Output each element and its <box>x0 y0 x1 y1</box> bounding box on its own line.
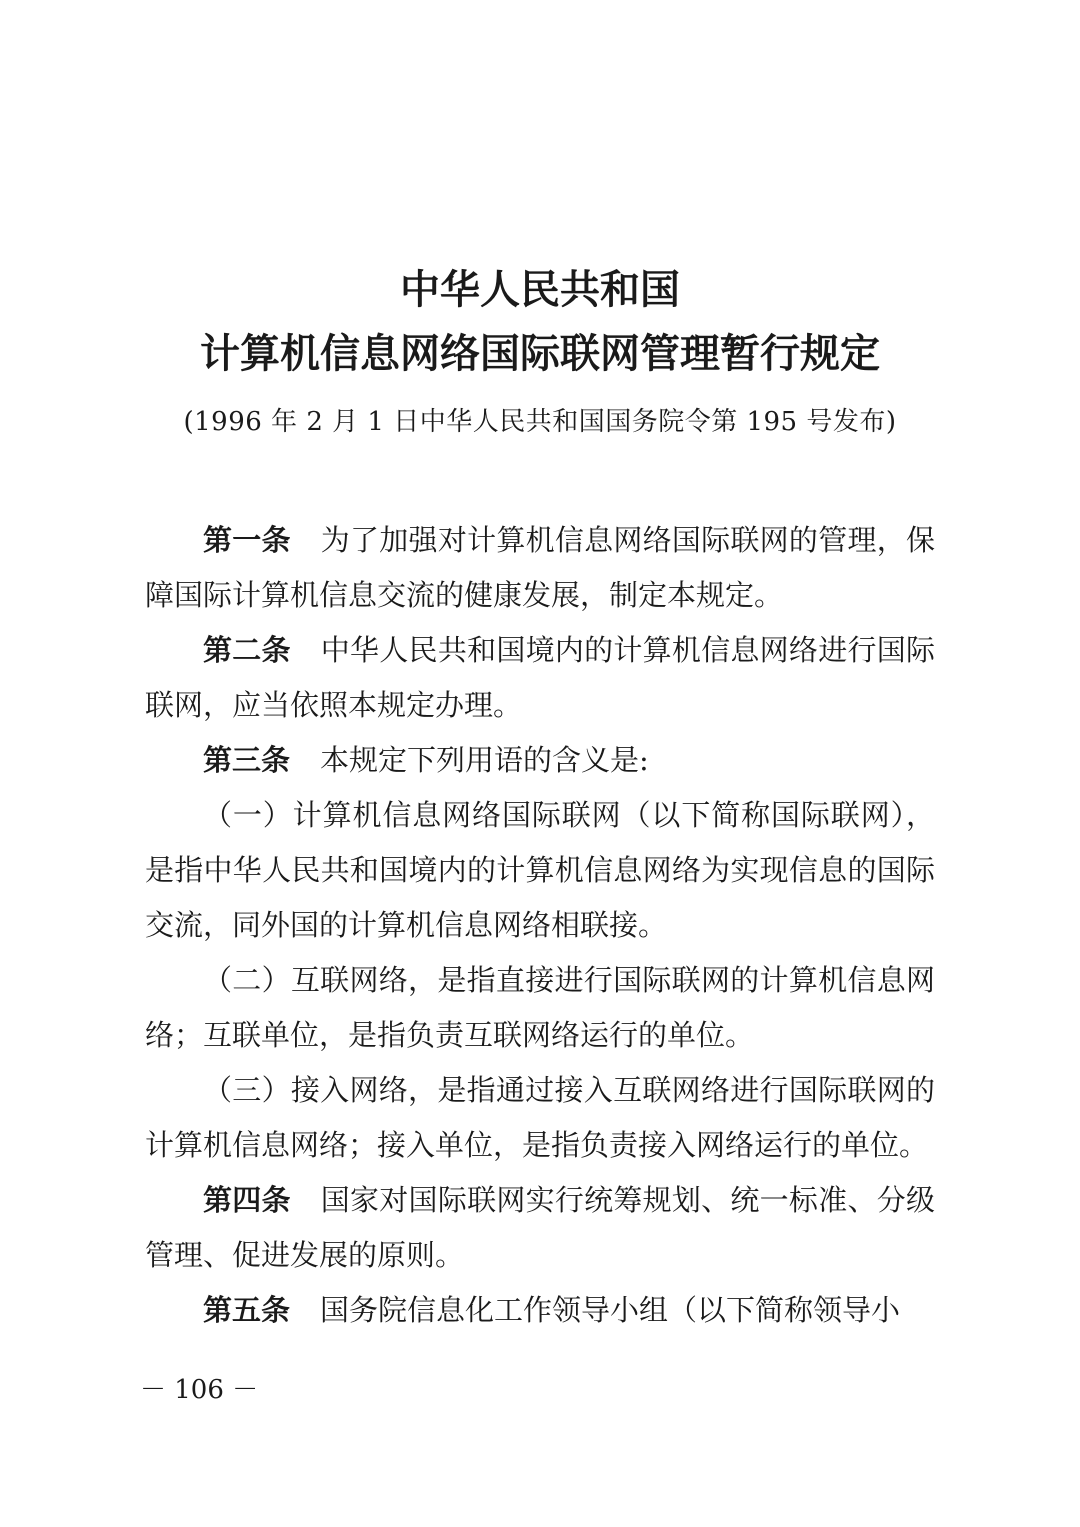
article-3-item-1-text: （一）计算机信息网络国际联网（以下简称国际联网），是指中华人民共和国境内的计算机信息网络为实现信息的国际交流，同外国的计算机信息网络相联接。 <box>145 798 935 942</box>
article-3-label: 第三条 <box>203 743 291 777</box>
article-2-text: 中华人民共和国境内的计算机信息网络进行国际联网，应当依照本规定办理。 <box>145 633 935 722</box>
article-5-text: 国务院信息化工作领导小组（以下简称领导小 <box>320 1293 901 1327</box>
article-3-item-2 <box>145 953 935 1063</box>
page-number: － 106 － <box>140 1375 259 1405</box>
article-4-text: 国家对国际联网实行统筹规划、统一标准、分级管理、促进发展的原则。 <box>145 1183 935 1272</box>
article-4-label: 第四条 <box>203 1183 291 1217</box>
article-2 <box>145 623 935 733</box>
article-1 <box>145 513 935 623</box>
article-4 <box>145 1173 935 1283</box>
article-5 <box>145 1283 935 1338</box>
article-3-item-3 <box>145 1063 935 1173</box>
article-3-item-3-text: （三）接入网络，是指通过接入互联网络进行国际联网的计算机信息网络；接入单位，是指负责接入网络运行的单位。 <box>145 1073 935 1162</box>
document-title-line-2: 计算机信息网络国际联网管理暂行规定 <box>200 331 880 377</box>
article-3-item-2-text: （二）互联网络，是指直接进行国际联网的计算机信息网络；互联单位，是指负责互联网络运行的单位。 <box>145 963 935 1052</box>
article-5-label: 第五条 <box>203 1293 291 1327</box>
article-3-item-1 <box>145 788 935 953</box>
document-subtitle: (1996 年 2 月 1 日中华人民共和国国务院令第 195 号发布) <box>183 407 897 437</box>
article-2-label: 第二条 <box>203 633 291 667</box>
article-1-label: 第一条 <box>203 523 291 557</box>
document-title-line-1: 中华人民共和国 <box>400 267 680 313</box>
article-1-text: 为了加强对计算机信息网络国际联网的管理，保障国际计算机信息交流的健康发展，制定本规定。 <box>145 523 935 612</box>
article-3 <box>145 733 935 788</box>
article-3-text: 本规定下列用语的含义是: <box>320 743 649 777</box>
